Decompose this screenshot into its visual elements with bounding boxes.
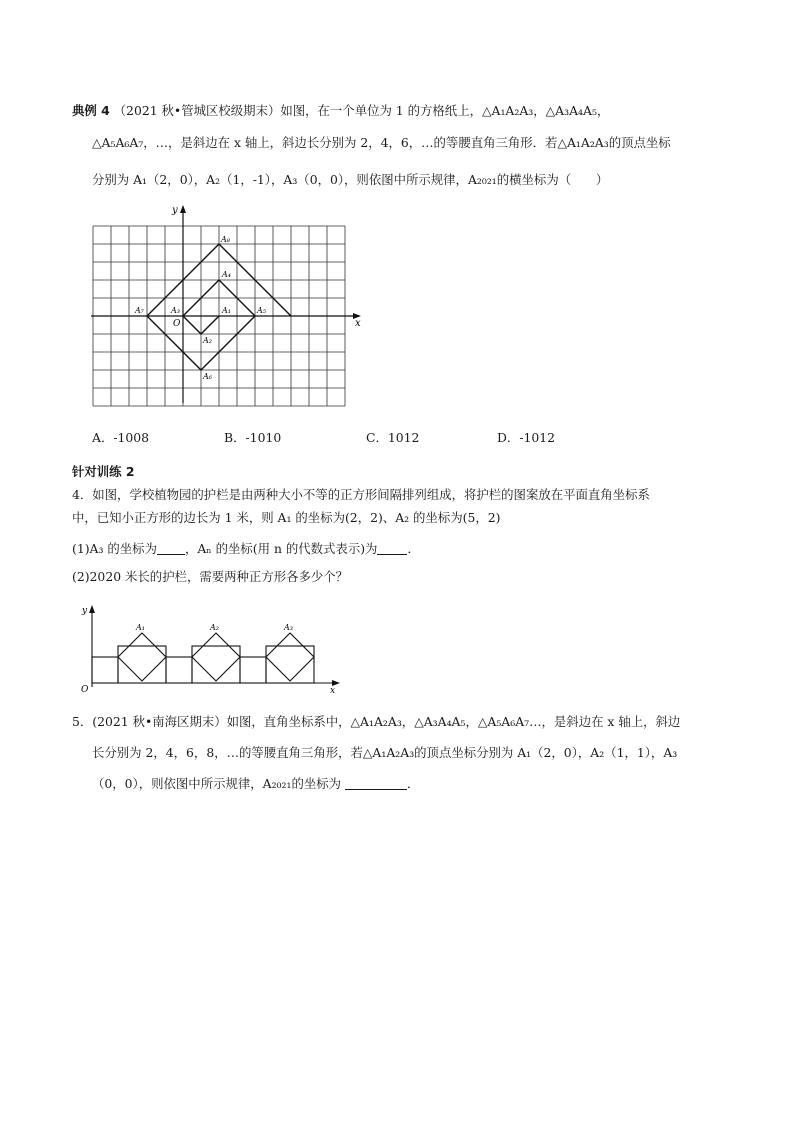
fence-origin-label: O [81,685,89,695]
q4-part1-c: ． [407,541,420,556]
q4-part1-a: (1)A₃ 的坐标为 [72,541,157,556]
example4-heading: 典例 4 [72,103,110,118]
q4-line2: 中，已知小正方形的边长为 1 米，则 A₁ 的坐标为(2，2)、A₂ 的坐标为(5，2) [72,510,501,525]
fence-label-a3: A₃ [284,623,293,632]
label-a2: A₂ [203,336,212,345]
label-a4: A₄ [222,270,231,279]
origin-label: O [173,319,181,329]
q5-end: ． [406,776,420,791]
option-a: A．-1008 [92,430,150,445]
label-a7: A₇ [135,306,144,315]
example4-grid-figure [85,205,385,410]
fence-label-a1: A₁ [136,623,145,632]
option-d: D．-1012 [497,430,556,445]
q5-line3 [92,776,419,792]
fence-label-a2: A₂ [210,623,219,632]
q4-part1-b: ，Aₙ 的坐标(用 n 的代数式表示)为 [184,541,378,556]
example4-line2: △A₅A₆A₇，…，是斜边在 x 轴上，斜边长分别为 2，4，6，…的等腰直角三角形．若△A₁A₂A₃的顶点坐标 [92,135,671,150]
fence-figure [78,603,358,695]
example4-text-1: （2021 秋•管城区校级期末）如图，在一个单位为 1 的方格纸上，△A₁A₂A₃，△A₃A₄A₅， [113,103,610,118]
q5-line2: 长分别为 2，4，6，8，…的等腰直角三角形，若△A₁A₂A₃的顶点坐标分别为 A₁（2，0），A₂（1，1），A₃ [92,745,678,760]
example4-line1 [72,103,609,119]
fence-y-arrow [89,605,95,613]
q4-line1: 4．如图，学校植物园的护栏是由两种大小不等的正方形间隔排列组成，将护栏的图案放在平面直角坐标系 [72,487,650,502]
label-a3: A₃ [171,306,180,315]
q4-blank-a3[interactable] [157,542,185,555]
training-heading: 针对训练 2 [72,464,135,479]
label-a5: A₅ [257,306,266,315]
label-a8: A₈ [221,235,230,244]
fence-x-label: x [330,686,336,695]
example4-line3: 分别为 A₁（2，0），A₂（1，-1），A₃（0，0），则依图中所示规律，A₂₀₂₁的横坐标为（ ） [92,172,609,187]
q4-blank-an[interactable] [377,542,407,555]
option-c: C．1012 [366,430,420,445]
x-axis-label: x [355,318,361,329]
q5-line1: 5．(2021 秋•南海区期末）如图，直角坐标系中，△A₁A₂A₃，△A₃A₄A₅，△A₅A₆A₇…，是斜边在 x 轴上，斜边 [72,714,681,729]
label-a6: A₆ [203,372,212,381]
q5-text-3: （0，0），则依图中所示规律，A₂₀₂₁的坐标为 [92,776,342,791]
y-axis-label: y [172,205,178,216]
q4-part1 [72,541,420,557]
label-a1: A₁ [222,306,231,315]
q5-answer-blank[interactable] [345,777,407,790]
option-b: B．-1010 [224,430,282,445]
fence-y-label: y [82,606,88,616]
y-axis-arrow [180,205,186,213]
fence-pattern [92,633,314,683]
q4-part2: (2)2020 米长的护栏，需要两种正方形各多少个？ [72,569,349,584]
